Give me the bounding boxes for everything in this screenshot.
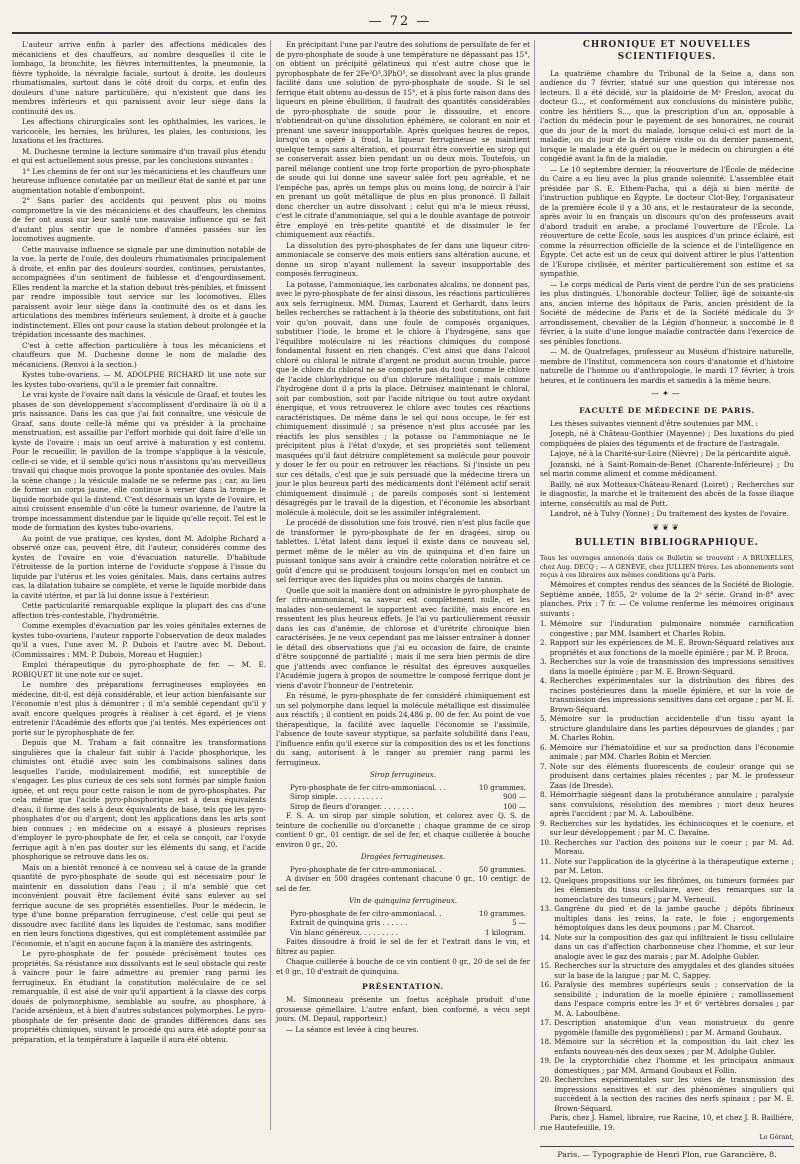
memoire-number: 18. <box>540 1037 552 1047</box>
presentation-title: PRÉSENTATION. <box>361 982 445 991</box>
memoire-number: 17. <box>540 1018 552 1028</box>
memoire-number: 12. <box>540 875 552 885</box>
memoire-title: Note sur des éléments fluorescents de couleur orange qui se produisent dans certaines plaies récentes ; par M. le professeur Zaas (de Dresde). <box>549 761 794 790</box>
memoire-number: 7. <box>540 761 547 771</box>
memoire-item <box>540 1075 794 1113</box>
faculte-title: FACULTÉ DE MÉDECINE DE PARIS. <box>579 405 755 415</box>
memoire-item <box>540 743 794 762</box>
news-item: La quatrième chambre du Tribunal de la Seine a, dans son audience du 7 février, statué sur une question qui intéresse nos lecteurs. Il a été décidé, sur la plaidoirie de Mᵉ Freslon, avocat du docteur G..., et conformément aux conclusions du ministère public, contre les héritiers S..., que la prescription d'un an, opposable à l'action du médecin pour le payement de ses honoraires, ne courait que du jour de la mort du malade, lorsque celui-ci est mort de la maladie, ou du jour de la dernière visite ou du dernier pansement, lorsque le malade a été guéri ou que le médecin ou chirurgien a été congédié avant la fin de la maladie. <box>540 68 794 164</box>
memoire-number: 14. <box>540 932 552 942</box>
memoire-number: 11. <box>540 856 552 866</box>
bulletin-title: BULLETIN BIBLIOGRAPHIQUE. <box>575 537 759 548</box>
paragraph: L'auteur arrive enfin à parler des affections médicales des mécaniciens et des chauffeurs, au nombre desquelles il cite le lombago, la bronchite, les fièvres intermittentes, la pneumonie, la fièvre typhoïde, la névralgie faciale, surtout à droite, les douleurs rhumatismales, surtout dans le côté droit du corps, et enfin des douleurs d'une nature particulière, qui n'existent que dans les membres inférieurs et qui paraissent avoir leur siège dans la continuité des os. <box>12 40 266 116</box>
column-1 <box>12 40 266 1130</box>
memoire-item <box>540 1018 794 1037</box>
paragraph: C'est à cette affection particulière à tous les mécaniciens et chauffeurs que M. Duchesne donne le nom de maladie des mécaniciens. (Renvoi à la section.) <box>12 340 266 369</box>
memoire-title: Recherches expérimentales sur les voies de transmission des impressions sensitives et sur des phénomènes singuliers qui succèdent à la section des racines des nerfs spinaux ; par M. E. Brown-Séquard. <box>554 1075 794 1113</box>
recipe-line <box>276 792 530 802</box>
paragraph: Mais on a bientôt renoncé à ce nouveau sel à cause de la grande quantité de pyro-phosphate de soude qui est nécessaire pour le maintenir en dissolution dans l'eau ; il m'a semblé que cet inconvénient pouvait être facilement évité sans enlever au sel ferrique aucune de ses propriétés essentielles. Pour le médecin, le type d'une bonne préparation ferrugineuse, c'est celle qui peut se dissoudre avec facilité dans les liquides de l'estomac, sans modifier en rien leurs fonctions digestives, qui est complètement assimilée par l'économie, et n'agit en aucune façon à la manière des astringents. <box>12 862 266 948</box>
publisher-line: Paris, chez J. Hamel, libraire, rue Racine, 10, et chez J. B. Baillière, rue Hautefeuille, 19. <box>540 1113 794 1132</box>
memoire-title: Rapport sur les expériences de M. E. Brown-Séquard relatives aux propriétés et aux fonctions de la moelle épinière ; par M. P. Broca. <box>549 638 794 657</box>
paragraph: Le vrai kyste de l'ovaire naît dans la vésicule de Graaf, et toutes les phases de son développement s'accomplissent d'ordinaire là où il a pris naissance. Dans les cas que j'ai fait connaître, une vésicule de Graaf, sans doute celle-là même qui va présider à la prochaine menstruation, est assaillie par l'effort morbide qui doit faire d'elle un kyste de l'ovaire : mais un oeuf arrivé à maturation y est contenu. Pour le recueillir, le pavillon de la trompe s'applique à la vésicule, celle-ci se vide, et il semble qu'ici nous n'assistons qu'au merveilleux travail qui chaque mois provoque la ponte spontanée des ovules. Mais la scène change ; la vésicule malade ne se referme pas ; car, au lieu de former un corps jaune, elle continue à verser dans la trompe le liquide morbide qui la distend. C'est désormais un kyste de l'ovaire, et ainsi croissent ensemble d'un côté la tumeur ovarienne, de l'autre la trompe incessamment distendue par le liquide qu'elle reçoit. Tel est le mode de formation des kystes tubo-ovariens. <box>12 390 266 532</box>
dragees-title: Dragées ferrugineuses. <box>360 852 446 861</box>
paragraph: Kystes tubo-ovariens. — M. ADOLPHE RICHARD lit une note sur les kystes tubo-ovariens, qu'il a le premier fait connaître. <box>12 370 266 389</box>
thesis-item: Jozanski, né à Saint-Romain-de-Benet (Charente-Inférieure) ; Du sel marin comme aliment et comme médicament. <box>540 459 794 479</box>
memoire-item <box>540 676 794 714</box>
memoire-item <box>540 1056 794 1075</box>
memoire-title: Hémorrhagie siégeant dans la protubérance annulaire ; paralysie sans convulsions, résolution des membres ; mort deux heures après l'accident ; par M. A. Laboulbène. <box>549 790 794 819</box>
ingredient-name: Pyro-phosphate de fer citro-ammoniacal. . <box>290 864 442 874</box>
memoire-number: 8. <box>540 790 547 800</box>
paragraph: Le pyro-phosphate de fer possède précisément toutes ces propriétés. Sa résistance aux dissolvants est le seul obstacle qui reste à vaincre pour le faire admettre au premier rang parmi les ferrugineux. En étudiant la constitution moléculaire de ce sel remarquable, il est aisé de voir qu'il appartient à la classe des corps doués de polymorphisme, semblable au soufre, au phosphore, à l'acide arsénieux, et à bien d'autres substances polymorphes. Le pyro-phosphate de fer présente donc de grandes différences dans ses propriétés chimiques, suivant le procédé qui aura été adopté pour sa préparation, et la température à laquelle il aura été obtenu. <box>12 949 266 1044</box>
memoire-title: Note sur la composition des gaz qui infiltraient le tissu cellulaire dans un cas d'affection charbonneuse chez l'homme, et sur leur analogie avec le gaz des marais ; par M. Adolphe Gubler. <box>554 932 794 961</box>
ingredient-name: Sirop simple. . . . . . . . . . . <box>290 792 383 801</box>
gerant-line: Le Gérant, <box>759 1133 794 1142</box>
sirop-recipe <box>276 783 530 812</box>
memoire-title: Mémoire sur la production accidentelle d'un tissu ayant la structure glandulaire dans les parties dépourvues de glandes ; par M. Charles Robin. <box>549 714 794 743</box>
paragraph: La dissolution des pyro-phosphates de fer dans une liqueur citro-ammoniacale se conserve des mois entiers sans altération aucune, et donne un sirop n'ayant nullement la saveur insupportable des composés ferrugineux. <box>276 240 530 278</box>
news-item: — M. de Quatrefages, professeur au Muséum d'histoire naturelle, membre de l'Institut, commencera son cours d'anatomie et d'histoire naturelle de l'homme ou d'anthropologie, le mardi 17 février, à trois heures, et le continuera les mardis et samedis à la même heure. <box>540 347 794 385</box>
ingredient-quantity: 1 kilogram. <box>484 927 526 937</box>
memoire-number: 10. <box>540 837 552 847</box>
memoire-item <box>540 619 794 638</box>
ingredient-name: Pyro-phosphate de fer citro-ammoniacal. . . <box>290 782 446 792</box>
memoire-number: 15. <box>540 961 552 971</box>
memoire-item <box>540 714 794 743</box>
paragraph: Cette particularité remarquable explique la plupart des cas d'une affection très-contestable, l'hydrométrie. <box>12 601 266 620</box>
memoire-number: 9. <box>540 818 547 828</box>
paragraph: Emploi thérapeutique du pyro-phosphate de fer. — M. E. ROBIQUET lit une note sur ce sujet. <box>12 660 266 679</box>
memoire-title: Recherches sur la structure des amygdales et des glandes situées sur la base de la langue ; par M. C. Sappey. <box>554 961 794 980</box>
header-rule <box>12 32 792 34</box>
ornament-divider: ❦❦❦ <box>652 522 682 532</box>
memoire-title: Recherches sur la voie de transmission des impressions sensitives dans la moelle épinière ; par M. E. Brown-Séquard. <box>549 657 794 676</box>
memoire-number: 19. <box>540 1056 552 1066</box>
memoires-intro: Mémoires et comptes rendus des séances de la Société de Biologie. Septième année, 1855, 2ᵉ volume de la 2ᵉ série. Grand in-8° avec planches. Prix : 7 fr. — Ce volume renferme les mémoires originaux suivants : <box>540 580 794 618</box>
paragraph: 2° Sans parler des accidents qui peuvent plus ou moins compromettre la vie des mécaniciens et des chauffeurs, les chemins de fer ont aussi sur leur santé une mauvaise influence qui se fait d'autant plus sentir que le nombre d'années passées sur les locomotives augmente. <box>12 196 266 243</box>
paragraph: Au point de vue pratique, ces kystes, dont M. Adolphe Richard a observé onze cas, peuvent être, dit l'auteur, considérés comme des kystes de l'ovaire en voie d'évacuation naturelle. D'habitude l'étroitesse de la portion interne de l'oviducte s'oppose à l'issue du liquide par l'utérus et les voies génitales. Mais, dans certains autres cas, la dilatation tubaire se complète, et verse le liquide morbide dans la cavité utérine, et par là lui donne issue à l'extérieur. <box>12 533 266 600</box>
bulletin-intro: Tous les ouvrages annoncés dans ce Bulletin se trouvent : A BRUXELLES, chez Aug. DECQ ; — A GENÈVE, chez JULLIEN frères. Les abonnements sont reçus à ces libraires aux mêmes conditions qu'à Paris. <box>540 554 794 580</box>
memoire-item <box>540 933 794 962</box>
thesis-item: Les thèses suivantes viennent d'être soutenues par MM. : <box>550 418 758 428</box>
memoire-item <box>540 961 794 980</box>
memoire-item <box>540 857 794 876</box>
paragraph: Comme exemples d'évacuation par les voies génitales externes de kystes tubo-ovariens, l'auteur rapporte l'observation de deux malades qu'il a vues, l'une avec M. P. Dubois et l'autre avec M. Debout. (Commissaires : MM. P. Dubois, Moreau et Huguier.) <box>12 621 266 659</box>
thesis-item: Bailly, né aux Motteaux-Château-Renard (Loiret) ; Recherches sur le diagnostic, la marche et le traitement des abcès de la fosse iliaque interne, consécutifs au mal de Pott. <box>540 479 794 508</box>
recipe-line <box>276 865 530 875</box>
dragees-note: A diviser en 500 dragées contenant chacune 0 gr., 10 centigr. de sel de fer. <box>276 874 530 893</box>
paragraph: Le nombre des préparations ferrugineuses employées en médecine, dit-il, est déjà considérable, et leur action bienfaisante sur l'économie n'est plus à démontrer ; il m'a semblé cependant qu'il y avait encore quelques progrès à réaliser à cet égard, et je viens entretenir l'Académie des efforts que j'ai tentés. Mes expériences ont porté sur le pyrophosphate de fer. <box>12 680 266 737</box>
memoire-title: Recherches sur l'action des poisons sur le coeur ; par M. Ad. Moreau. <box>554 837 794 857</box>
closing-line: — La séance est levée à cinq heures. <box>286 1024 419 1034</box>
paragraph: En résumé, le pyro-phosphate de fer considéré chimiquement est un sel polymorphe dans lequel la molécule métallique est dissimulée aux réactifs ; il contient en poids 24,486 p. 00 de fer. Au point de vue thérapeutique, la facilité avec laquelle l'économie se l'assimile, l'absence de toute saveur styptique, sa parfaite solubilité dans l'eau, l'influence enfin qu'il exerce sur la composition des os et les fonctions du sang, autorisent à le ranger au premier rang parmi les ferrugineux. <box>276 691 530 767</box>
memoire-item <box>540 1037 794 1056</box>
ingredient-quantity: 50 grammes. <box>479 864 526 874</box>
thesis-item: Lajoye, né à la Charité-sur-Loire (Nièvre) ; De la péricardite aiguë. <box>550 449 791 459</box>
paragraph: M. Duchesne termine la lecture sommaire d'un travail plus étendu et qui est actuellement sous presse, par les conclusions suivantes : <box>12 146 266 165</box>
dragees-recipe <box>276 865 530 875</box>
memoire-item <box>540 790 794 819</box>
memoire-title: Note sur l'application de la glycérine à la thérapeutique externe ; par M. Leton. <box>554 856 794 876</box>
ingredient-name: Extrait de quinquina gris . . . . . . <box>290 918 408 927</box>
memoire-item <box>540 819 794 838</box>
chronique-title: CHRONIQUE ET NOUVELLES SCIENTIFIQUES. <box>582 40 752 62</box>
memoire-item <box>540 638 794 657</box>
ingredient-quantity: 10 grammes. <box>479 782 526 792</box>
ingredient-quantity: 100 — <box>503 801 526 811</box>
column-divider <box>534 40 535 1130</box>
presentation-text: M. Simonneau présente un foetus acéphale produit d'une grossesse gémellaire. L'autre enfant, bien conformé, a vécu sept jours. (M. Depaul, rapporteur.) <box>276 995 530 1024</box>
memoire-title: Gangrène du pied et de la jambe gauche ; dépôts fibrineux multiples dans les reins, la rate, le foie ; engorgements hémoptoïques dans les deux poumons ; par M. Charcot. <box>554 904 794 933</box>
memoire-item <box>540 904 794 933</box>
memoire-number: 1. <box>540 619 547 629</box>
memoire-number: 20. <box>540 1075 552 1085</box>
news-item: — Le 10 septembre dernier, la réouverture de l'École de médecine du Caire a eu lieu avec la plus grande solennité. L'assemblée était présidée par S. E. Ethem-Pacha, qui a déjà si bien mérité de l'instruction publique en Égypte. Le docteur Clot-Bey, l'organisateur de la première école il y a 30 ans, et le restaurateur de la seconde, après avoir lu en français un discours qu'on des professeurs avait d'abord traduit en arabe, a proclamé l'ouverture de l'École. La réouverture de cette École, sous les auspices d'un prince éclairé, est comme la résurrection officielle de la science et de l'intelligence en Égypte. Cet acte est un de ceux qui doivent attirer le plus l'attention de l'Europe civilisée, et mériter particulièrement son estime et sa sympathie. <box>540 164 794 279</box>
memoire-title: Mémoire sur l'hématoïdine et sur sa production dans l'économie animale ; par MM. Charles Robin et Mercier. <box>549 742 794 762</box>
memoire-title: Mémoire sur la sécrétion et la composition du lait chez les enfants nouveau-nés des deux sexes ; par M. Adolphe Gubler. <box>554 1037 794 1056</box>
memoire-title: Recherches expérimentales sur la distribution des fibres des racines postérieures dans la moelle épinière, et sur la voie de transmission des impressions sensitives dans cet organe ; par M. E. Brown-Séquard. <box>549 676 794 714</box>
memoire-number: 3. <box>540 657 547 667</box>
memoire-number: 13. <box>540 904 552 914</box>
vin-note-2: Chaque cuillerée à bouche de ce vin contient 0 gr., 20 de sel de fer et 0 gr., 10 d'extrait de quinquina. <box>276 957 530 976</box>
recipe-line <box>276 909 530 919</box>
sirop-note: F. S. A. un sirop par simple solution, et colorez avec Q. S. de teinture de cochenille ou d'orcanette ; chaque gramme de ce sirop contient 0 gr., 01 centigr. de sel de fer, et chaque cuillerée à bouche environ 0 gr., 20. <box>276 811 530 849</box>
paragraph: Les affections chirurgicales sont les ophthalmies, les varices, le varicocèle, les hernies, les brûlures, les plaies, les contusions, les luxations et les fractures. <box>12 117 266 145</box>
ingredient-name: Pyro-phosphate de fer citro-ammoniacal. . <box>290 908 442 918</box>
memoire-title: De la cryptorchidie chez l'homme et les principaux animaux domestiques ; par MM. Armand Goubaux et Follin. <box>554 1056 794 1075</box>
memoire-number: 6. <box>540 742 547 752</box>
thesis-item: Joseph, né à Château-Gonthier (Mayenne) ; Des luxations du pied compliquées de plaies des téguments et de fracture de l'astragale. <box>540 429 794 448</box>
paragraph: Quelle que soit la manière dont on administre le pyro-phosphate de fer citro-ammoniacal, sa saveur est complètement nulle, et les malades non-seulement le supportent avec facilité, mais encore en ressentent les plus heureux effets. Je l'ai vu particulièrement réussir dans les cas d'anémie, de chlorose et d'urétrite chronique bien caractérisées. Je ne veux cependant pas me laisser entraîner à donner le détail des observations que j'ai eu occasion de faire, de crainte d'être soupçonné de partialité ; mais il me sera bien permis de dire que j'attends avec confiance le résultat des épreuves auxquelles l'Académie jugera à propos de soumettre le composé ferrique dont je viens d'avoir l'honneur de l'entretenir. <box>276 585 530 690</box>
news-item: — Le corps médical de Paris vient de perdre l'un de ses praticiens les plus distingués. L'honorable docteur Tollier, âgé de soixante-six ans, ancien interne des hôpitaux de Paris, ancien président de la Société de médecine de Paris et de la Société médicale du 3ᵉ arrondissement, chevalier de la Légion d'honneur, a succombé le 8 février, à la suite d'une longue maladie contractée dans l'exercice de ses pénibles fonctions. <box>540 279 794 346</box>
column-2 <box>276 40 530 1130</box>
page-number: — 72 — <box>368 14 432 29</box>
memoire-title: Quelques propositions sur les fibrômes, ou tumeurs formées par les éléments du tissu cellulaire, avec des remarques sur la nomenclature des tumeurs ; par M. Verneuil. <box>554 875 794 904</box>
recipe-line <box>276 783 530 793</box>
paragraph: Cette mauvaise influence se signale par une diminution notable de la vue, la perte de l'ouïe, des douleurs rhumatismales principalement à droite, et enfin par des douleurs sourdes, continues, persistantes, accompagnées d'un sentiment de faiblesse et d'engourdissement. Elles rendent la marche et la station debout très-pénibles, et finissent par rendre impossible tout service sur les locomotives. Elles paraissent avoir leur siège dans la continuité des os et dans les articulations des membres inférieurs seulement, à droite et à gauche indistinctement. Elles ont pour cause la station debout prolongée et la trépidation incessante des machines. <box>12 244 266 339</box>
vin-note: Faites dissoudre à froid le sel de fer et l'extrait dans le vin, et filtrez au papier. <box>276 937 530 956</box>
memoire-item <box>540 657 794 676</box>
recipe-line <box>276 928 530 938</box>
column-3 <box>540 40 794 1160</box>
paragraph: Depuis que M. Traham a fait connaître les transformations singulières que la chaleur fait subir à l'acide phosphorique, les chimistes ont étudié avec soin les combinaisons salines dans lesquelles l'acide, modulairement modifié, est susceptible de s'engager. Les plus curieux de ces sels sont formés par simple fusion ignée, et ont reçu pour cette raison le nom de pyro-phosphates. Par cela même que l'acide pyro-phosphorique est à deux équivalents d'eau, il forme des sels à deux équivalents de base, tels que les pyro-phosphates d'or ou d'argent, dont les applications dans les arts sont bien connues ; en médecine on a essayé à plusieurs reprises d'employer le pyro-phosphate de fer, et cela se conçoit, car l'oxyde ferrique agit à n'en pas douter sur les éléments du sang, et l'acide phosphorique se retrouve dans les os. <box>12 738 266 861</box>
paragraph: 1° Les chemins de fer ont sur les mécaniciens et les chauffeurs une heureuse influence constatée par un meilleur état de santé et par une augmentation notable d'embonpoint. <box>12 166 266 195</box>
faculte-body <box>540 419 794 519</box>
column-divider <box>270 40 271 1130</box>
memoire-item <box>540 980 794 1018</box>
ingredient-name: Vin blanc généreux. . . . . . . . . <box>290 927 398 937</box>
ingredient-quantity: 10 grammes. <box>479 908 526 918</box>
memoire-title: Paralysie des membres supérieurs seuls ; conservation de la sensibilité ; induration de la moelle épinière ; ramollissement dans l'espace compris entre les 3ᵉ et 6ᵉ vertèbres dorsales ; par M. A. Laboulbène. <box>554 980 794 1018</box>
memoire-item <box>540 876 794 905</box>
chronique-body <box>540 69 794 386</box>
vin-title: Vin de quinquina ferrugineux. <box>348 896 458 905</box>
ingredient-quantity: 5 — <box>512 918 526 927</box>
ornament-divider: —✦— <box>651 389 683 399</box>
memoires-list <box>540 619 794 1113</box>
memoire-number: 4. <box>540 676 547 686</box>
thesis-item: Landrot, né à Tulvy (Yonne) ; Du traitement des kystes de l'ovaire. <box>550 509 789 519</box>
memoire-title: Description anatomique d'un veau monstrueux du genre pygomèle (famille des pygomèliens) ; par M. Armand Goubaux. <box>554 1018 794 1037</box>
memoire-title: Recherches sur les hydatides, les échinocoques et le coenure, et sur leur développement ; par M. C. Davaine. <box>549 818 794 838</box>
memoire-item <box>540 838 794 857</box>
memoire-title: Mémoire sur l'induration pulmonaire nommée carnification congestive ; par MM. Isambert et Charles Robin. <box>549 619 794 638</box>
paragraph: En précipitant l'une par l'autre des solutions de persulfate de fer et de pyro-phosphate de soude à une température ne dépassant pas 15°, on obtient un précipité gélatineux qui n'est autre chose que le pyrophosphate de fer 2Fe²O³,3PhO⁵, se dissolvant avec la plus grande facilité dans une solution de pyro-phosphate de soude. Si le sel ferrique était obtenu au-dessus de 15°, et à plus forte raison dans des liqueurs en pleine ébullition, il faudrait des quantités considérables de pyro-phosphate de soude pour le dissoudre, et encore n'obtiendrait-on qu'une dissolution éphémère, se colorant en noir et prenant une saveur insupportable. Après quelques heures de repos, lorsqu'on a opéré à froid, la liqueur ferrugineuse se maintient quelque temps sans altération, et pourrait être convertie en sirop qui se conserverait assez bien pendant un ou deux mois. Toutefois, un pareil mélange contient une trop forte proportion de pyro-phosphate de soude qui lui donne une saveur salée fort peu agréable, et ne l'empêche pas, après un temps plus ou moins long, de noircir à l'air en prenant un goût métallique de plus en plus prononcé. Il fallait donc chercher un autre dissolvant ; celui qui m'a le mieux réussi, c'est le citrate d'ammoniaque, sel qui a le double avantage de pouvoir être employé en très-petite quantité et de dissimuler le fer chimiquement aux réactifs. <box>276 40 530 239</box>
paragraph: Le procédé de dissolution une fois trouvé, rien n'est plus facile que de transformer le pyro-phosphate de fer en dragées, sirop ou tablettes. L'état latent dans lequel il existe dans ce nouveau sel, permet même de le mêler au vin de quinquina et d'en faire un puissant tonique sans avoir à craindre cette coloration noirâtre et ce goût d'encre qui se produisent toujours lorsqu'on met en contact un sel ferrique avec des liquides plus ou moins chargés de tannin. <box>276 518 530 584</box>
recipe-line <box>276 918 530 928</box>
memoire-number: 2. <box>540 638 547 648</box>
memoire-item <box>540 762 794 791</box>
printer-line: Paris. — Typographie de Henri Plon, rue Garancière, 8. <box>540 1146 794 1160</box>
ingredient-name: Sirop de fleurs d'oranger. . . . . . . . <box>290 801 414 811</box>
paragraph: La potasse, l'ammoniaque, les carbonates alcalins, ne donnent pas, avec le pyro-phosphate de fer ainsi dissous, les réactions particulières aux sels ferrugineux. MM. Dumas, Laurent et Gerhardt, dans leurs belles recherches se rattachent à la théorie des substitutions, ont fait voir qu'on pouvait, dans une foule de composés organiques, substituer l'iode, le brome et le chlore à l'hydrogène, sans que l'équilibre moléculaire ni les réactions chimiques du composé fondamental fussent en rien changés. C'est ainsi que dans l'alcool chloré ou chloral le nitrate d'argent ne produit aucun trouble, parce que le chlore du chloral ne se comporte pas du tout comme le chlore de l'acide chlorhydrique ou d'un chlorure métallique ; mais comme l'hydrogène dont il a pris la place. Détruisez maintenant le chloral, soit par combustion, soit par l'acide nitrique ou tout autre oxydant énergique, et vous retrouverez le chlore avec toutes ces réactions caractéristiques. De même dans le sel qui nous occupe, le fer est chimiquement dissimulé ; sa présence n'est plus accusée par les réactifs les plus sensibles ; la potasse ou l'ammoniaque ne le précipitent plus à l'état d'oxyde, et ses propriétés sont tellement masquées qu'il faut détruire complètement sa molécule pour pouvoir y doser le fer ou pour en retrouver les réactions. Si j'insiste un peu sur ces détails, c'est que je suis persuadé que la médecine tirera un jour le plus heureux parti des médicaments dont l'élément actif serait chimiquement dissimulé ; de pareils composés sont si lentement désagrégés par le travail de la digestion, et l'économie les absorbant molécule à molécule, doit se les assimiler intégralement. <box>276 279 530 517</box>
ingredient-quantity: 900 — <box>503 792 526 801</box>
vin-recipe <box>276 909 530 938</box>
memoire-number: 5. <box>540 714 547 724</box>
memoire-number: 16. <box>540 980 552 990</box>
sirop-title: Sirop ferrugineux. <box>369 770 437 779</box>
col2-body <box>276 40 530 767</box>
recipe-line <box>276 802 530 812</box>
